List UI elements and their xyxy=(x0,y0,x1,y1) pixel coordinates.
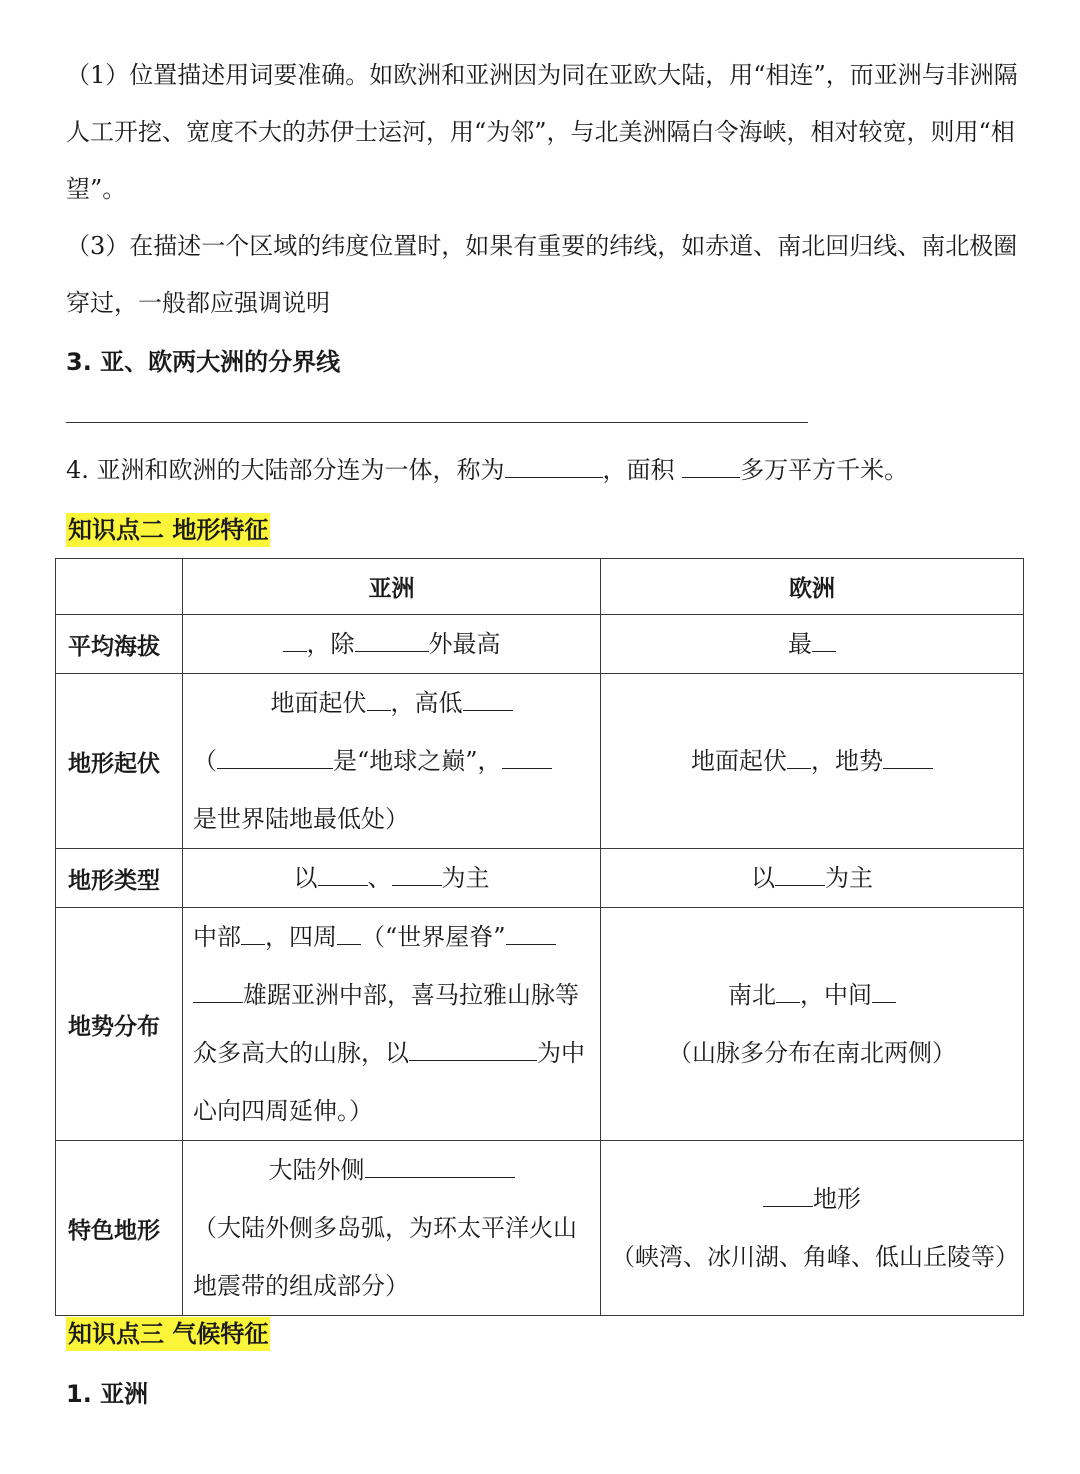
blank[interactable] xyxy=(502,744,552,769)
cell-text: 为主 xyxy=(441,864,490,892)
cell-text: ，除 xyxy=(306,630,355,658)
cell-landform-europe xyxy=(601,849,1024,908)
cell-elevation-asia xyxy=(183,615,601,674)
cell-text: ，高低 xyxy=(390,689,463,717)
question-4-middle: ，面积 xyxy=(602,456,683,484)
row-header-relief: 地形起伏 xyxy=(56,674,183,849)
terrain-table xyxy=(55,558,1024,1316)
row-header-landform: 地形类型 xyxy=(56,849,183,908)
blank[interactable] xyxy=(763,1182,813,1207)
cell-text: 以 xyxy=(751,864,775,892)
cell-text: 为中 xyxy=(537,1039,585,1067)
cell-relief-europe xyxy=(601,674,1024,849)
cell-text: 外最高 xyxy=(428,630,501,658)
blank[interactable] xyxy=(365,1153,515,1178)
cell-text: 最 xyxy=(788,630,812,658)
blank[interactable] xyxy=(463,686,513,711)
section-3-heading xyxy=(66,1314,270,1349)
cell-text: 大陆外侧 xyxy=(268,1156,365,1184)
cell-text: （峡湾、冰川湖、角峰、低山丘陵等） xyxy=(611,1243,1019,1271)
cell-landform-asia xyxy=(183,849,601,908)
blank[interactable] xyxy=(775,861,825,886)
blank[interactable] xyxy=(367,686,391,711)
cell-distribution-asia xyxy=(183,908,601,1141)
cell-text: 是“地球之巅”， xyxy=(333,747,502,775)
column-header-asia: 亚洲 xyxy=(183,559,601,615)
cell-text: 中部 xyxy=(193,923,241,951)
section-2-heading xyxy=(66,510,270,545)
table-row xyxy=(56,908,1024,1141)
cell-text: （ xyxy=(193,747,217,775)
blank[interactable] xyxy=(812,627,836,652)
table-row xyxy=(56,674,1024,849)
cell-text: 地震带的组成部分） xyxy=(193,1272,409,1300)
cell-text: 、 xyxy=(367,864,392,892)
cell-text: 众多高大的山脉，以 xyxy=(193,1039,409,1067)
row-header-distribution: 地势分布 xyxy=(56,908,183,1141)
cell-elevation-europe xyxy=(601,615,1024,674)
cell-text: 地面起伏 xyxy=(691,747,787,775)
cell-text: 为主 xyxy=(825,864,873,892)
cell-text: ，四周 xyxy=(265,923,337,951)
blank[interactable] xyxy=(776,978,800,1003)
cell-text: 是世界陆地最低处） xyxy=(193,805,409,833)
question-3-answer-line[interactable] xyxy=(66,422,808,423)
cell-special-europe xyxy=(601,1141,1024,1316)
section-2-highlight: 知识点二 地形特征 xyxy=(66,513,270,547)
section-3-highlight: 知识点三 气候特征 xyxy=(66,1317,270,1351)
blank[interactable] xyxy=(193,978,243,1003)
cell-text: 地形 xyxy=(813,1185,861,1213)
row-header-elevation: 平均海拔 xyxy=(56,615,183,674)
cell-text: （“世界屋脊” xyxy=(361,923,506,951)
blank[interactable] xyxy=(355,627,429,652)
blank[interactable] xyxy=(337,920,361,945)
blank[interactable] xyxy=(872,978,896,1003)
row-header-special: 特色地形 xyxy=(56,1141,183,1316)
cell-text: 地面起伏 xyxy=(270,689,367,717)
paragraph-latitude-description: （3）在描述一个区域的纬度位置时，如果有重要的纬线，如赤道、南北回归线、南北极圈穿过，一般都应强调说明 xyxy=(66,232,1018,317)
question-4 xyxy=(66,450,908,485)
blank[interactable] xyxy=(318,861,368,886)
cell-special-asia xyxy=(183,1141,601,1316)
blank[interactable] xyxy=(241,920,265,945)
blank[interactable] xyxy=(787,744,811,769)
question-3-title: 3. 亚、欧两大洲的分界线 xyxy=(66,348,341,376)
table-row xyxy=(56,1141,1024,1316)
table-row xyxy=(56,849,1024,908)
question-4-blank-name[interactable] xyxy=(505,453,603,478)
table-row xyxy=(56,615,1024,674)
cell-text: 南北 xyxy=(728,981,776,1009)
blank[interactable] xyxy=(506,920,556,945)
table-header-row xyxy=(56,559,1024,615)
question-4-suffix: 多万平方千米。 xyxy=(740,456,909,484)
paragraph-position-wording: （1）位置描述用词要准确。如欧洲和亚洲因为同在亚欧大陆，用“相连”，而亚洲与非洲隔人工开挖、宽度不大的苏伊士运河，用“为邻”，与北美洲隔白令海峡，相对较宽，则用“相望”。 xyxy=(66,61,1018,203)
cell-relief-asia xyxy=(183,674,601,849)
blank[interactable] xyxy=(217,744,333,769)
cell-text: 以 xyxy=(293,864,318,892)
table-corner-cell xyxy=(56,559,183,615)
column-header-europe: 欧洲 xyxy=(601,559,1024,615)
subsection-asia-title: 1. 亚洲 xyxy=(66,1380,149,1408)
blank[interactable] xyxy=(409,1036,537,1061)
cell-text: 心向四周延伸。） xyxy=(193,1097,373,1125)
question-4-prefix: 4. 亚洲和欧洲的大陆部分连为一体，称为 xyxy=(66,456,505,484)
question-4-blank-area[interactable] xyxy=(682,453,740,478)
cell-text: ，中间 xyxy=(800,981,872,1009)
blank[interactable] xyxy=(392,861,442,886)
cell-text: ，地势 xyxy=(811,747,883,775)
blank[interactable] xyxy=(283,627,307,652)
cell-text: （山脉多分布在南北两侧） xyxy=(668,1039,956,1067)
blank[interactable] xyxy=(883,744,933,769)
cell-distribution-europe xyxy=(601,908,1024,1141)
cell-text: 雄踞亚洲中部，喜马拉雅山脉等 xyxy=(243,981,579,1009)
cell-text: （大陆外侧多岛弧，为环太平洋火山 xyxy=(193,1214,577,1242)
